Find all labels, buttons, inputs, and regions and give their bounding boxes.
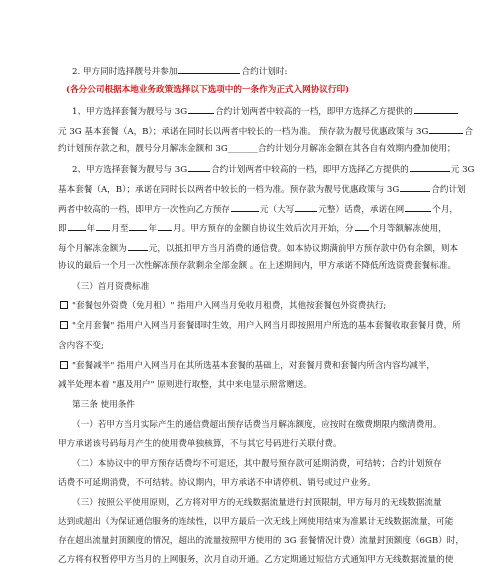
text: 合约计划两者中较高的一档，即甲方选择乙方提供的 xyxy=(215,107,413,117)
article3-p3-line2: 达到或超出（为保证通信服务的连续性，以甲方最后一次无线上网使用结束为准累计无线数据流量，可能 xyxy=(58,517,454,527)
article3-p2-line1: （二）本协议中的甲方预存话费均不可退还，其中靓号预存款可延期消费，可结转；合约计划预存 xyxy=(72,459,442,469)
section3-item1 xyxy=(0,300,500,312)
text: 月。甲方预存的金额自协议生效后次月开始，分 xyxy=(173,224,354,234)
blank-field xyxy=(414,104,458,114)
blank-field xyxy=(429,124,463,134)
blank-field xyxy=(178,64,240,74)
blank-field xyxy=(410,162,450,172)
text: 合 xyxy=(464,127,473,137)
option2-line2 xyxy=(0,182,500,196)
text: 合约计划 xyxy=(431,185,466,195)
blank-field xyxy=(188,104,214,114)
text: 月至 xyxy=(111,224,129,234)
option1-line1 xyxy=(0,104,500,118)
article3-p1-line2: 甲方承诺该号码每月产生的使用费单独核算，不与其它号码进行关联付费。 xyxy=(58,439,342,449)
section3-item2-cont: 含内容不变; xyxy=(58,341,104,351)
article3-heading: 第三条 使用条件 xyxy=(72,400,135,410)
text: 年 xyxy=(148,224,158,234)
text: 2、甲方选择套餐为靓号与 3G xyxy=(72,165,188,175)
option2-line1 xyxy=(0,162,500,176)
option2-line6: 协议的最后一个月一次性解冻预存款剩余全部金额 。在上述期间内，甲方承诺不降低所选资费套餐标准。 xyxy=(58,261,457,271)
text: 基本套餐（A，B）；承诺在同时长以两者中较长的一档为准。预存款为靓号优惠政策与 3G xyxy=(58,185,400,195)
blank-field xyxy=(188,162,210,172)
text: 年 xyxy=(86,224,96,234)
checkbox[interactable] xyxy=(60,361,68,369)
section3-item2 xyxy=(0,320,500,332)
text: 两者中较高的一档，即甲方一次性向乙方预存 xyxy=(58,205,230,215)
blank-field xyxy=(405,202,431,212)
text: "全月套餐" 指用户入网当月套餐即时生效，用户入网当月即按照用户所选的基本套餐收取套餐月费，所 xyxy=(72,321,461,331)
option1-line3: 约计划预存款之和，靓号分月解冻金额和 3G_______合约计划分月解冻金额在其各自有效期内叠加使用； xyxy=(58,144,456,154)
text: 元 3G 基本套餐（A，B）；承诺在同时长以两者中较长的一档为准。 预存款为靓号优惠政策与 3G xyxy=(58,127,429,137)
option2-line4 xyxy=(0,221,500,235)
text: 个月， xyxy=(432,205,459,215)
blank-field xyxy=(128,241,148,251)
section2-heading-text: 2. 甲方同时选择靓号并参加 xyxy=(72,67,178,77)
checkbox[interactable] xyxy=(60,301,68,309)
text: 元 3G xyxy=(450,165,475,175)
blank-field xyxy=(231,202,259,212)
article3-p3-line4: 乙方将有权暂停甲方当月的上网服务，次月自动开通。乙方定期通过短信方式通知甲方无线数据流量的使 xyxy=(58,555,454,565)
text: "套餐包外资费（免月租）" 指用户入网当月免收月租费，其他按套餐包外资费执行; xyxy=(72,301,387,311)
section3-item3-cont: 减半处理本着 "惠及用户" 原则进行取整，其中来电显示照常赠送。 xyxy=(58,380,312,390)
blank-field xyxy=(355,221,369,231)
section3-item3 xyxy=(0,360,500,372)
blank-field xyxy=(295,202,317,212)
text: "套餐减半" 指用户入网当月在其所选基本套餐的基础上，对套餐月费和套餐内所含内容均减半， xyxy=(72,361,435,371)
section3-heading: （三）首月资费标准 xyxy=(72,282,150,292)
blank-field xyxy=(158,221,172,231)
text: 个月等额解冻使用， xyxy=(369,224,447,234)
checkbox[interactable] xyxy=(60,321,68,329)
text: 元整）话费，承诺在网 xyxy=(318,205,405,215)
blank-field xyxy=(68,221,86,231)
article3-p3-line3: 存在超出流量封顶额度的情况，超出的流量按照甲方使用的 3G 套餐情况计费）流量封顶额度（6GB）时， xyxy=(58,536,464,546)
text: 每个月解冻金额为 xyxy=(58,244,127,254)
article3-p2-line2: 话费不可延期消费，不可结转。协议期内，甲方承诺不申请停机、销号或过户业务。 xyxy=(58,478,376,488)
option1-line2 xyxy=(0,124,500,138)
section2-heading xyxy=(0,64,500,78)
blank-field xyxy=(400,182,430,192)
red-instruction-note: (各分公司根据本地业务政策选择以下选项中的一条作为正式入网协议行印) xyxy=(66,85,350,95)
article3-p3-line1: （三）按照公平使用原则，乙方将对甲方的无线数据流量进行封顶限制，甲方每月的无线数据流量 xyxy=(72,498,442,508)
article3-p1-line1: （一）若甲方当月实际产生的通信费超出预存话费当月解冻额度，应按时在缴费期限内缴清费用。 xyxy=(72,420,442,430)
text: 元，以抵扣甲方当月消费的通信费。如本协议期满前甲方预存款中仍有余额，则本 xyxy=(148,244,459,254)
blank-field xyxy=(129,221,147,231)
section2-heading-tail: 合约计划时: xyxy=(241,67,288,77)
blank-field xyxy=(96,221,110,231)
text: 即 xyxy=(58,224,67,234)
text: 元（大写 xyxy=(259,205,295,215)
option2-line3 xyxy=(0,202,500,216)
text: 合约计划两者中较高的一档，即甲方选择乙方提供的 xyxy=(211,165,409,175)
option2-line5 xyxy=(0,241,500,255)
text: 1、甲方选择套餐为靓号与 3G xyxy=(72,107,188,117)
